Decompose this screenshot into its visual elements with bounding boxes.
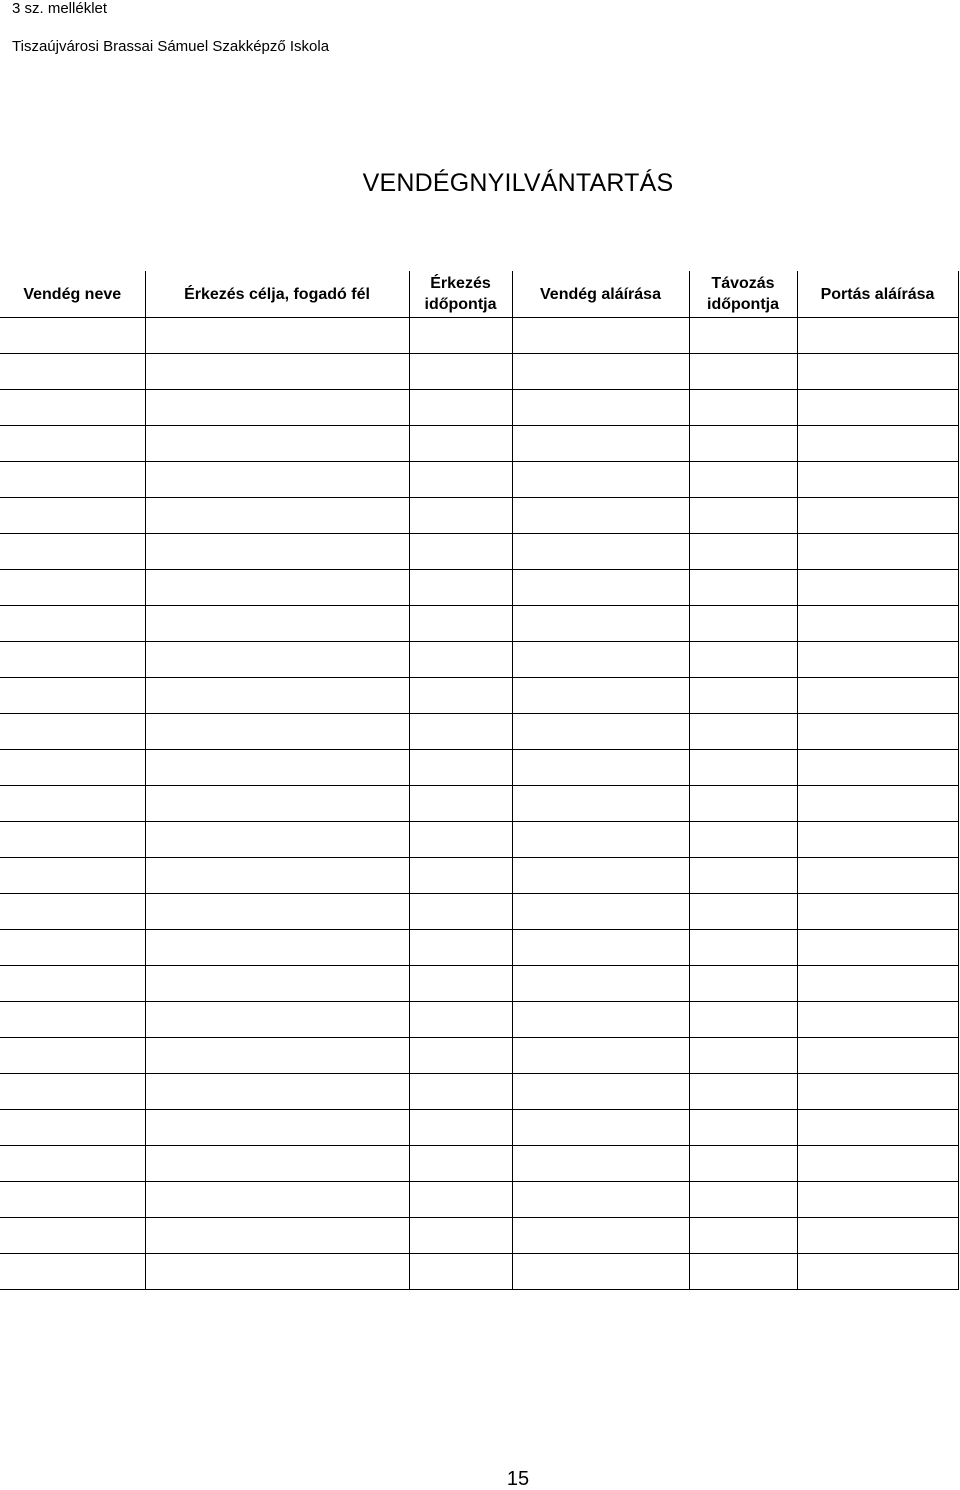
table-cell	[797, 1182, 958, 1218]
table-row	[0, 642, 958, 678]
table-cell	[689, 498, 797, 534]
guest-register-table	[0, 271, 959, 1290]
table-cell	[689, 786, 797, 822]
table-cell	[512, 1182, 689, 1218]
annex-label: 3 sz. melléklet	[12, 0, 108, 17]
table-cell	[145, 606, 409, 642]
table-cell	[409, 1110, 512, 1146]
table-cell	[0, 1182, 145, 1218]
table-cell	[409, 534, 512, 570]
table-cell	[797, 1254, 958, 1290]
table-cell	[797, 354, 958, 390]
table-cell	[409, 678, 512, 714]
table-cell	[0, 642, 145, 678]
school-name: Tiszaújvárosi Brassai Sámuel Szakképző Iskola	[12, 38, 330, 55]
table-cell	[0, 1254, 145, 1290]
table-cell	[797, 642, 958, 678]
table-cell	[512, 1254, 689, 1290]
table-cell	[689, 534, 797, 570]
table-cell	[145, 966, 409, 1002]
table-cell	[145, 354, 409, 390]
table-cell	[797, 750, 958, 786]
table-cell	[145, 786, 409, 822]
table-cell	[797, 894, 958, 930]
table-row	[0, 354, 958, 390]
table-cell	[689, 966, 797, 1002]
table-cell	[512, 1002, 689, 1038]
table-row	[0, 534, 958, 570]
table-cell	[409, 822, 512, 858]
table-cell	[512, 1110, 689, 1146]
table-cell	[512, 318, 689, 354]
table-cell	[0, 534, 145, 570]
table-cell	[0, 1146, 145, 1182]
table-cell	[512, 1074, 689, 1110]
table-cell	[409, 606, 512, 642]
table-cell	[0, 822, 145, 858]
table-cell	[145, 1074, 409, 1110]
header-guest-name: Vendég neve	[0, 271, 145, 318]
table-cell	[409, 570, 512, 606]
table-cell	[409, 714, 512, 750]
table-cell	[689, 1218, 797, 1254]
table-cell	[0, 786, 145, 822]
table-cell	[145, 1254, 409, 1290]
table-cell	[409, 786, 512, 822]
table-cell	[512, 678, 689, 714]
table-cell	[797, 1110, 958, 1146]
table-cell	[145, 498, 409, 534]
table-cell	[0, 606, 145, 642]
table-row	[0, 1182, 958, 1218]
table-cell	[0, 1002, 145, 1038]
table-cell	[145, 714, 409, 750]
table-cell	[689, 1146, 797, 1182]
table-cell	[409, 390, 512, 426]
table-cell	[409, 1038, 512, 1074]
table-cell	[689, 750, 797, 786]
table-cell	[0, 894, 145, 930]
table-cell	[512, 1218, 689, 1254]
table-cell	[0, 354, 145, 390]
table-cell	[797, 966, 958, 1002]
table-row	[0, 1254, 958, 1290]
table-cell	[797, 1002, 958, 1038]
table-cell	[689, 462, 797, 498]
table-cell	[145, 642, 409, 678]
table-cell	[689, 354, 797, 390]
table-row	[0, 894, 958, 930]
table-cell	[145, 750, 409, 786]
table-row	[0, 390, 958, 426]
table-cell	[409, 354, 512, 390]
table-cell	[145, 822, 409, 858]
table-cell	[797, 1038, 958, 1074]
table-cell	[409, 930, 512, 966]
table-cell	[0, 570, 145, 606]
table-cell	[512, 354, 689, 390]
table-cell	[409, 1218, 512, 1254]
header-visit-purpose: Érkezés célja, fogadó fél	[145, 271, 409, 318]
table-cell	[512, 1038, 689, 1074]
table-cell	[797, 678, 958, 714]
table-cell	[797, 822, 958, 858]
table-cell	[512, 390, 689, 426]
table-cell	[512, 498, 689, 534]
table-row	[0, 750, 958, 786]
table-cell	[409, 1002, 512, 1038]
table-row	[0, 786, 958, 822]
table-row	[0, 1218, 958, 1254]
table-cell	[0, 966, 145, 1002]
table-cell	[409, 426, 512, 462]
table-cell	[689, 606, 797, 642]
table-cell	[145, 858, 409, 894]
table-cell	[145, 570, 409, 606]
table-cell	[0, 750, 145, 786]
table-cell	[689, 1038, 797, 1074]
table-row	[0, 678, 958, 714]
table-cell	[689, 678, 797, 714]
table-cell	[689, 822, 797, 858]
table-cell	[409, 1146, 512, 1182]
table-cell	[512, 642, 689, 678]
table-cell	[797, 930, 958, 966]
table-row	[0, 1038, 958, 1074]
page-title: VENDÉGNYILVÁNTARTÁS	[362, 169, 674, 197]
table-cell	[797, 786, 958, 822]
table-cell	[409, 1254, 512, 1290]
table-cell	[145, 1218, 409, 1254]
table-cell	[409, 858, 512, 894]
table-cell	[145, 426, 409, 462]
table-cell	[0, 1110, 145, 1146]
header-departure-time: Távozás időpontja	[689, 271, 797, 318]
table-row	[0, 1110, 958, 1146]
table-cell	[409, 498, 512, 534]
table-cell	[145, 390, 409, 426]
register-body	[0, 318, 958, 1290]
table-cell	[797, 858, 958, 894]
table-cell	[0, 318, 145, 354]
table-cell	[0, 426, 145, 462]
table-cell	[0, 462, 145, 498]
table-cell	[512, 822, 689, 858]
header-guest-signature: Vendég aláírása	[512, 271, 689, 318]
table-cell	[797, 534, 958, 570]
table-cell	[0, 1074, 145, 1110]
header-porter-signature: Portás aláírása	[797, 271, 958, 318]
table-cell	[797, 570, 958, 606]
table-cell	[797, 714, 958, 750]
table-cell	[0, 858, 145, 894]
table-cell	[145, 894, 409, 930]
header-arrival-time: Érkezés időpontja	[409, 271, 512, 318]
table-row	[0, 606, 958, 642]
table-cell	[409, 966, 512, 1002]
table-cell	[512, 426, 689, 462]
table-cell	[145, 318, 409, 354]
table-cell	[0, 714, 145, 750]
table-cell	[512, 966, 689, 1002]
table-cell	[409, 462, 512, 498]
table-cell	[512, 1146, 689, 1182]
table-row	[0, 462, 958, 498]
table-cell	[689, 1002, 797, 1038]
table-cell	[797, 498, 958, 534]
table-cell	[512, 570, 689, 606]
table-row	[0, 822, 958, 858]
table-cell	[0, 390, 145, 426]
table-row	[0, 498, 958, 534]
table-cell	[0, 498, 145, 534]
table-cell	[689, 930, 797, 966]
table-cell	[689, 1254, 797, 1290]
table-cell	[145, 462, 409, 498]
header-row	[0, 271, 958, 318]
table-cell	[512, 786, 689, 822]
table-row	[0, 966, 958, 1002]
table-cell	[145, 534, 409, 570]
table-cell	[145, 930, 409, 966]
table-cell	[512, 606, 689, 642]
table-cell	[145, 1182, 409, 1218]
table-cell	[689, 894, 797, 930]
table-row	[0, 1002, 958, 1038]
table-cell	[689, 642, 797, 678]
table-cell	[145, 1002, 409, 1038]
table-cell	[797, 1074, 958, 1110]
table-cell	[797, 318, 958, 354]
table-cell	[0, 930, 145, 966]
table-cell	[689, 570, 797, 606]
table-row	[0, 1074, 958, 1110]
table-cell	[145, 678, 409, 714]
table-cell	[689, 426, 797, 462]
table-cell	[512, 534, 689, 570]
table-cell	[797, 606, 958, 642]
table-cell	[512, 858, 689, 894]
table-cell	[409, 750, 512, 786]
table-cell	[512, 714, 689, 750]
table-cell	[512, 750, 689, 786]
table-cell	[797, 462, 958, 498]
table-cell	[0, 1038, 145, 1074]
table-cell	[145, 1146, 409, 1182]
table-row	[0, 426, 958, 462]
table-cell	[797, 390, 958, 426]
table-cell	[409, 1074, 512, 1110]
table-cell	[409, 1182, 512, 1218]
page-number: 15	[506, 1468, 530, 1490]
table-cell	[689, 1074, 797, 1110]
table-cell	[409, 642, 512, 678]
table-row	[0, 858, 958, 894]
table-cell	[689, 318, 797, 354]
table-cell	[797, 426, 958, 462]
table-cell	[689, 714, 797, 750]
table-cell	[0, 678, 145, 714]
table-cell	[145, 1110, 409, 1146]
table-row	[0, 570, 958, 606]
table-cell	[409, 894, 512, 930]
table-row	[0, 318, 958, 354]
table-cell	[512, 930, 689, 966]
table-cell	[512, 894, 689, 930]
table-cell	[797, 1146, 958, 1182]
table-cell	[409, 318, 512, 354]
table-cell	[145, 1038, 409, 1074]
table-cell	[0, 1218, 145, 1254]
table-cell	[689, 858, 797, 894]
table-cell	[797, 1218, 958, 1254]
table-row	[0, 714, 958, 750]
table-cell	[689, 1110, 797, 1146]
table-row	[0, 930, 958, 966]
table-cell	[689, 390, 797, 426]
table-row	[0, 1146, 958, 1182]
table-cell	[689, 1182, 797, 1218]
table-cell	[512, 462, 689, 498]
